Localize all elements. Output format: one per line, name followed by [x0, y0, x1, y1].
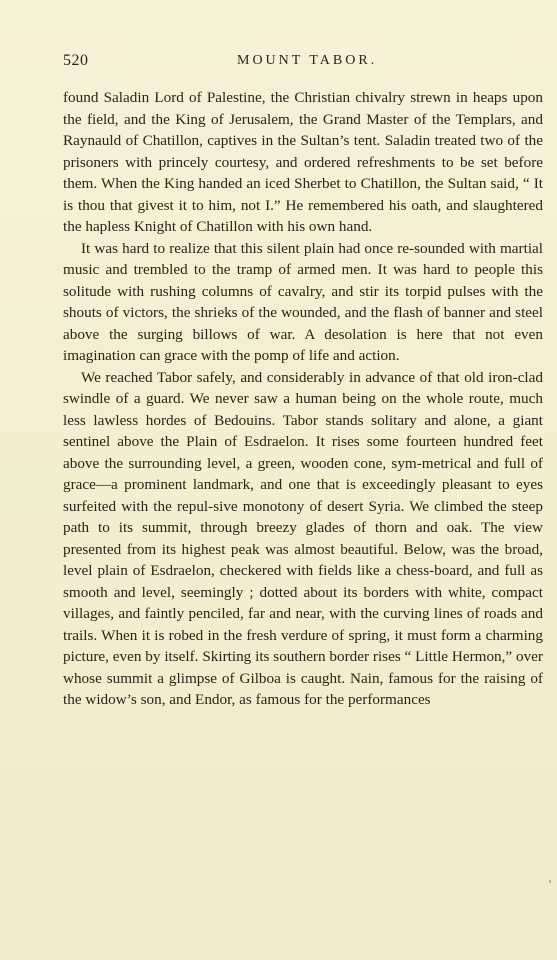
body-text [63, 87, 543, 711]
paragraph-saladin: found Saladin Lord of Palestine, the Christian chivalry strewn in heaps upon the field, and the King of Jerusalem, the Grand Master of the Templars, and Raynauld of Chatillon, captives in the Sultan’s tent. Saladin treated two of the prisoners with princely courtesy, and ordered refreshments to be set before them. When the King handed an iced Sherbet to Chatillon, the Sultan said, “ It is thou that givest it to him, not I.” He remembered his oath, and slaughtered the hapless Knight of Chatillon with his own hand. [63, 89, 543, 235]
running-head: MOUNT TABOR. [237, 53, 378, 68]
paragraph-silent-plain: It was hard to realize that this silent plain had once re-sounded with martial music and trembled to the tramp of armed men. It was hard to people this solitude with rushing columns of cavalry, and stir its torpid pulses with the shouts of victors, the shrieks of the wounded, and the flash of banner and steel above the surging billows of war. A desolation is here that not even imagination can grace with the pomp of life and action. [63, 239, 543, 364]
paragraph-tabor: We reached Tabor safely, and considerably in advance of that old iron-clad swindle of a guard. We never saw a human being on the whole route, much less lawless hordes of Bedouins. Tabor stands solitary and alone, a giant sentinel above the Plain of Esdraelon. It rises some fourteen hundred feet above the surrounding level, a green, wooden cone, sym-metrical and full of grace—a prominent landmark, and one that is exceedingly pleasant to eyes surfeited with the repul-sive monotony of desert Syria. We climbed the steep path to its summit, through breezy glades of thorn and oak. The view presented from its highest peak was almost beautiful. Below, was the broad, level plain of Esdraelon, checkered with fields like a chess-board, and full as smooth and level, seemingly ; dotted about its borders with white, compact villages, and faintly penciled, far and near, with the curving lines of roads and trails. When it is robed in the fresh verdure of spring, it must form a charming picture, even by itself. Skirting its southern border rises “ Little Hermon,” over whose summit a glimpse of Gilboa is caught. Nain, famous for the raising of the widow’s son, and Endor, as famous for the performances [63, 368, 543, 708]
page-number: 520 [63, 52, 89, 69]
page-header [63, 52, 543, 72]
page-blemish [549, 880, 551, 883]
